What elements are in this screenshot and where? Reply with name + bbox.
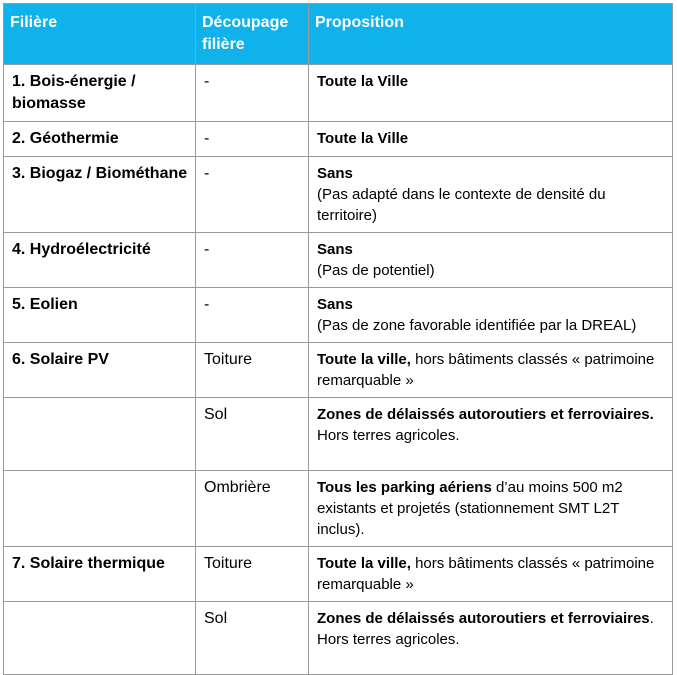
proposition-rest: hors bâtiments classés « patrimoine remarquable »: [317, 351, 655, 389]
proposition-bold: Toute la Ville: [317, 73, 409, 90]
filiere-cell: 3. Biogaz / Biométhane: [4, 157, 196, 233]
proposition-rest: .: [649, 610, 654, 627]
proposition-bold: Sans: [317, 241, 353, 258]
decoupage-cell: Sol: [196, 398, 309, 471]
decoupage-cell: -: [196, 122, 309, 157]
decoupage-cell: -: [196, 288, 309, 343]
decoupage-cell: Ombrière: [196, 471, 309, 547]
proposition-bold: Toute la Ville: [317, 130, 409, 147]
proposition-cell: [309, 471, 673, 547]
proposition-detail: (Pas de zone favorable identifiée par la DREAL): [317, 317, 637, 334]
filiere-cell: 1. Bois-énergie / biomasse: [4, 65, 196, 122]
proposition-cell: [309, 233, 673, 288]
proposition-cell: [309, 65, 673, 122]
filiere-cell: 6. Solaire PV: [4, 343, 196, 398]
filiere-cell: 2. Géothermie: [4, 122, 196, 157]
header-decoupage: Découpage filière: [196, 4, 309, 65]
proposition-cell: [309, 157, 673, 233]
table-row: [4, 65, 673, 122]
proposition-cell: [309, 122, 673, 157]
proposition-bold: Sans: [317, 296, 353, 313]
table-header: [4, 4, 673, 65]
proposition-cell: [309, 602, 673, 675]
proposition-rest: d’au moins 500 m2 existants et projetés (stationnement SMT L2T inclus).: [317, 479, 623, 538]
table-row: [4, 398, 673, 471]
proposition-detail: Hors terres agricoles.: [317, 631, 460, 648]
table-row: [4, 122, 673, 157]
filiere-cell: 5. Eolien: [4, 288, 196, 343]
proposition-cell: [309, 398, 673, 471]
decoupage-cell: Toiture: [196, 547, 309, 602]
proposition-bold: Zones de délaissés autoroutiers et ferroviaires.: [317, 406, 654, 423]
table-row: [4, 471, 673, 547]
proposition-bold: Sans: [317, 165, 353, 182]
decoupage-cell: -: [196, 157, 309, 233]
filiere-cell: [4, 602, 196, 675]
proposition-detail: (Pas de potentiel): [317, 262, 435, 279]
filiere-cell: 7. Solaire thermique: [4, 547, 196, 602]
decoupage-cell: Toiture: [196, 343, 309, 398]
proposition-detail: (Pas adapté dans le contexte de densité du territoire): [317, 186, 606, 224]
proposition-bold: Zones de délaissés autoroutiers et ferroviaires: [317, 610, 650, 627]
table-row: [4, 602, 673, 675]
proposition-detail: Hors terres agricoles.: [317, 427, 460, 444]
decoupage-cell: -: [196, 65, 309, 122]
filiere-table: [3, 3, 673, 675]
proposition-cell: [309, 288, 673, 343]
header-filiere: Filière: [4, 4, 196, 65]
table-row: [4, 547, 673, 602]
proposition-rest: hors bâtiments classés « patrimoine remarquable »: [317, 555, 655, 593]
decoupage-cell: Sol: [196, 602, 309, 675]
table-row: [4, 343, 673, 398]
proposition-bold: Tous les parking aériens: [317, 479, 492, 496]
filiere-cell: [4, 398, 196, 471]
filiere-cell: [4, 471, 196, 547]
proposition-bold: Toute la ville,: [317, 351, 411, 368]
decoupage-cell: -: [196, 233, 309, 288]
table-row: [4, 233, 673, 288]
header-proposition: Proposition: [309, 4, 673, 65]
table-row: [4, 288, 673, 343]
proposition-cell: [309, 343, 673, 398]
proposition-bold: Toute la ville,: [317, 555, 411, 572]
proposition-cell: [309, 547, 673, 602]
table-row: [4, 157, 673, 233]
filiere-cell: 4. Hydroélectricité: [4, 233, 196, 288]
